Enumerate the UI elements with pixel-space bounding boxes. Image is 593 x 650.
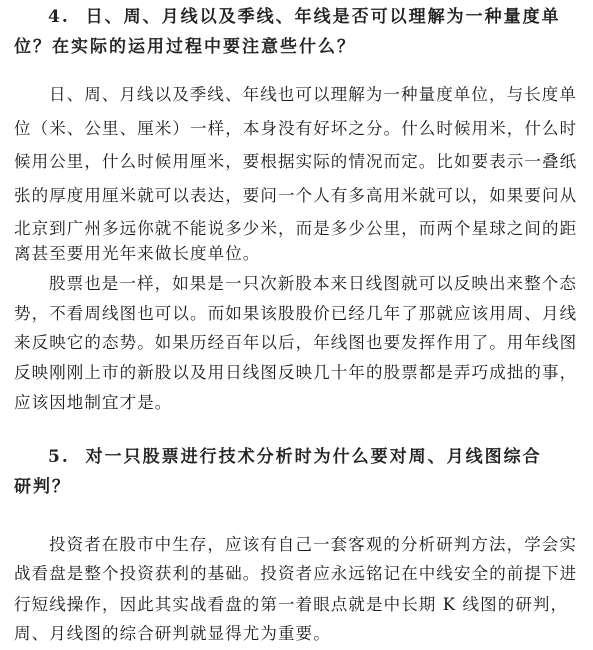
question-5-heading xyxy=(14,442,584,502)
answer-5-p1-line-1: 投资者在股市中生存，应该有自己一套客观的分析研判方法，学会实 xyxy=(49,535,577,554)
answer-4-p1-line-1: 日、周、月线以及季线、年线也可以理解为一种量度单位，与长度单 xyxy=(49,85,577,104)
answer-4-p2-line-4: 反映刚刚上市的新股以及用日线图反映几十年的股票都是弄巧成拙的事， xyxy=(14,363,578,382)
answer-4-p2-line-2: 势，不看周线图也可以。而如果该股股价已经几年了那就应该用周、月线 xyxy=(14,304,578,323)
answer-4-p2-line-5: 应该因地制宜才是。 xyxy=(14,393,173,412)
question-4-number: 4. xyxy=(48,7,70,27)
answer-4-p1-line-5: 北京到广州多远你就不能说多少米，而是多少公里，而两个星球之间的距 xyxy=(14,219,578,238)
answer-4-p1-line-3: 候用公里，什么时候用厘米，要根据实际的情况而定。比如要表示一叠纸 xyxy=(14,152,578,171)
question-5-text-1: 对一只股票进行技术分析时为什么要对周、月线图综合 xyxy=(85,447,542,467)
question-4-heading xyxy=(14,2,584,62)
answer-4-p1-line-2: 位（米、公里、厘米）一样，本身没有好坏之分。什么时候用米，什么时 xyxy=(14,119,578,138)
question-4-line-1 xyxy=(14,2,584,32)
question-5-line-2: 研判？ xyxy=(14,477,71,497)
answer-4-p2-line-3: 来反映它的态势。如果历经百年以后，年线图也要发挥作用了。用年线图 xyxy=(14,333,578,352)
answer-5-p1-line-4: 周、月线图的综合研判就显得尤为重要。 xyxy=(14,624,331,643)
question-5-number: 5. xyxy=(48,447,70,467)
answer-5-p1-line-3: 行短线操作，因此其实战看盘的第一着眼点就是中长期 K 线图的研判， xyxy=(14,595,569,614)
answer-4-p1-line-6: 离甚至要用光年来做长度单位。 xyxy=(14,244,261,263)
answer-5-p1-line-2: 战看盘是整个投资获利的基础。投资者应永远铭记在中线安全的前提下进 xyxy=(14,564,578,583)
question-5-line-1 xyxy=(14,442,584,472)
answer-4-p2-line-1: 股票也是一样，如果是一只次新股本来日线图就可以反映出来整个态 xyxy=(49,274,577,293)
question-4-line-2: 位？在实际的运用过程中要注意些什么？ xyxy=(14,37,356,57)
answer-4-p1-line-4: 张的厚度用厘米就可以表达，要问一个人有多高用米就可以，如果要问从 xyxy=(14,186,578,205)
question-4-text-1: 日、周、月线以及季线、年线是否可以理解为一种量度单 xyxy=(85,7,561,27)
